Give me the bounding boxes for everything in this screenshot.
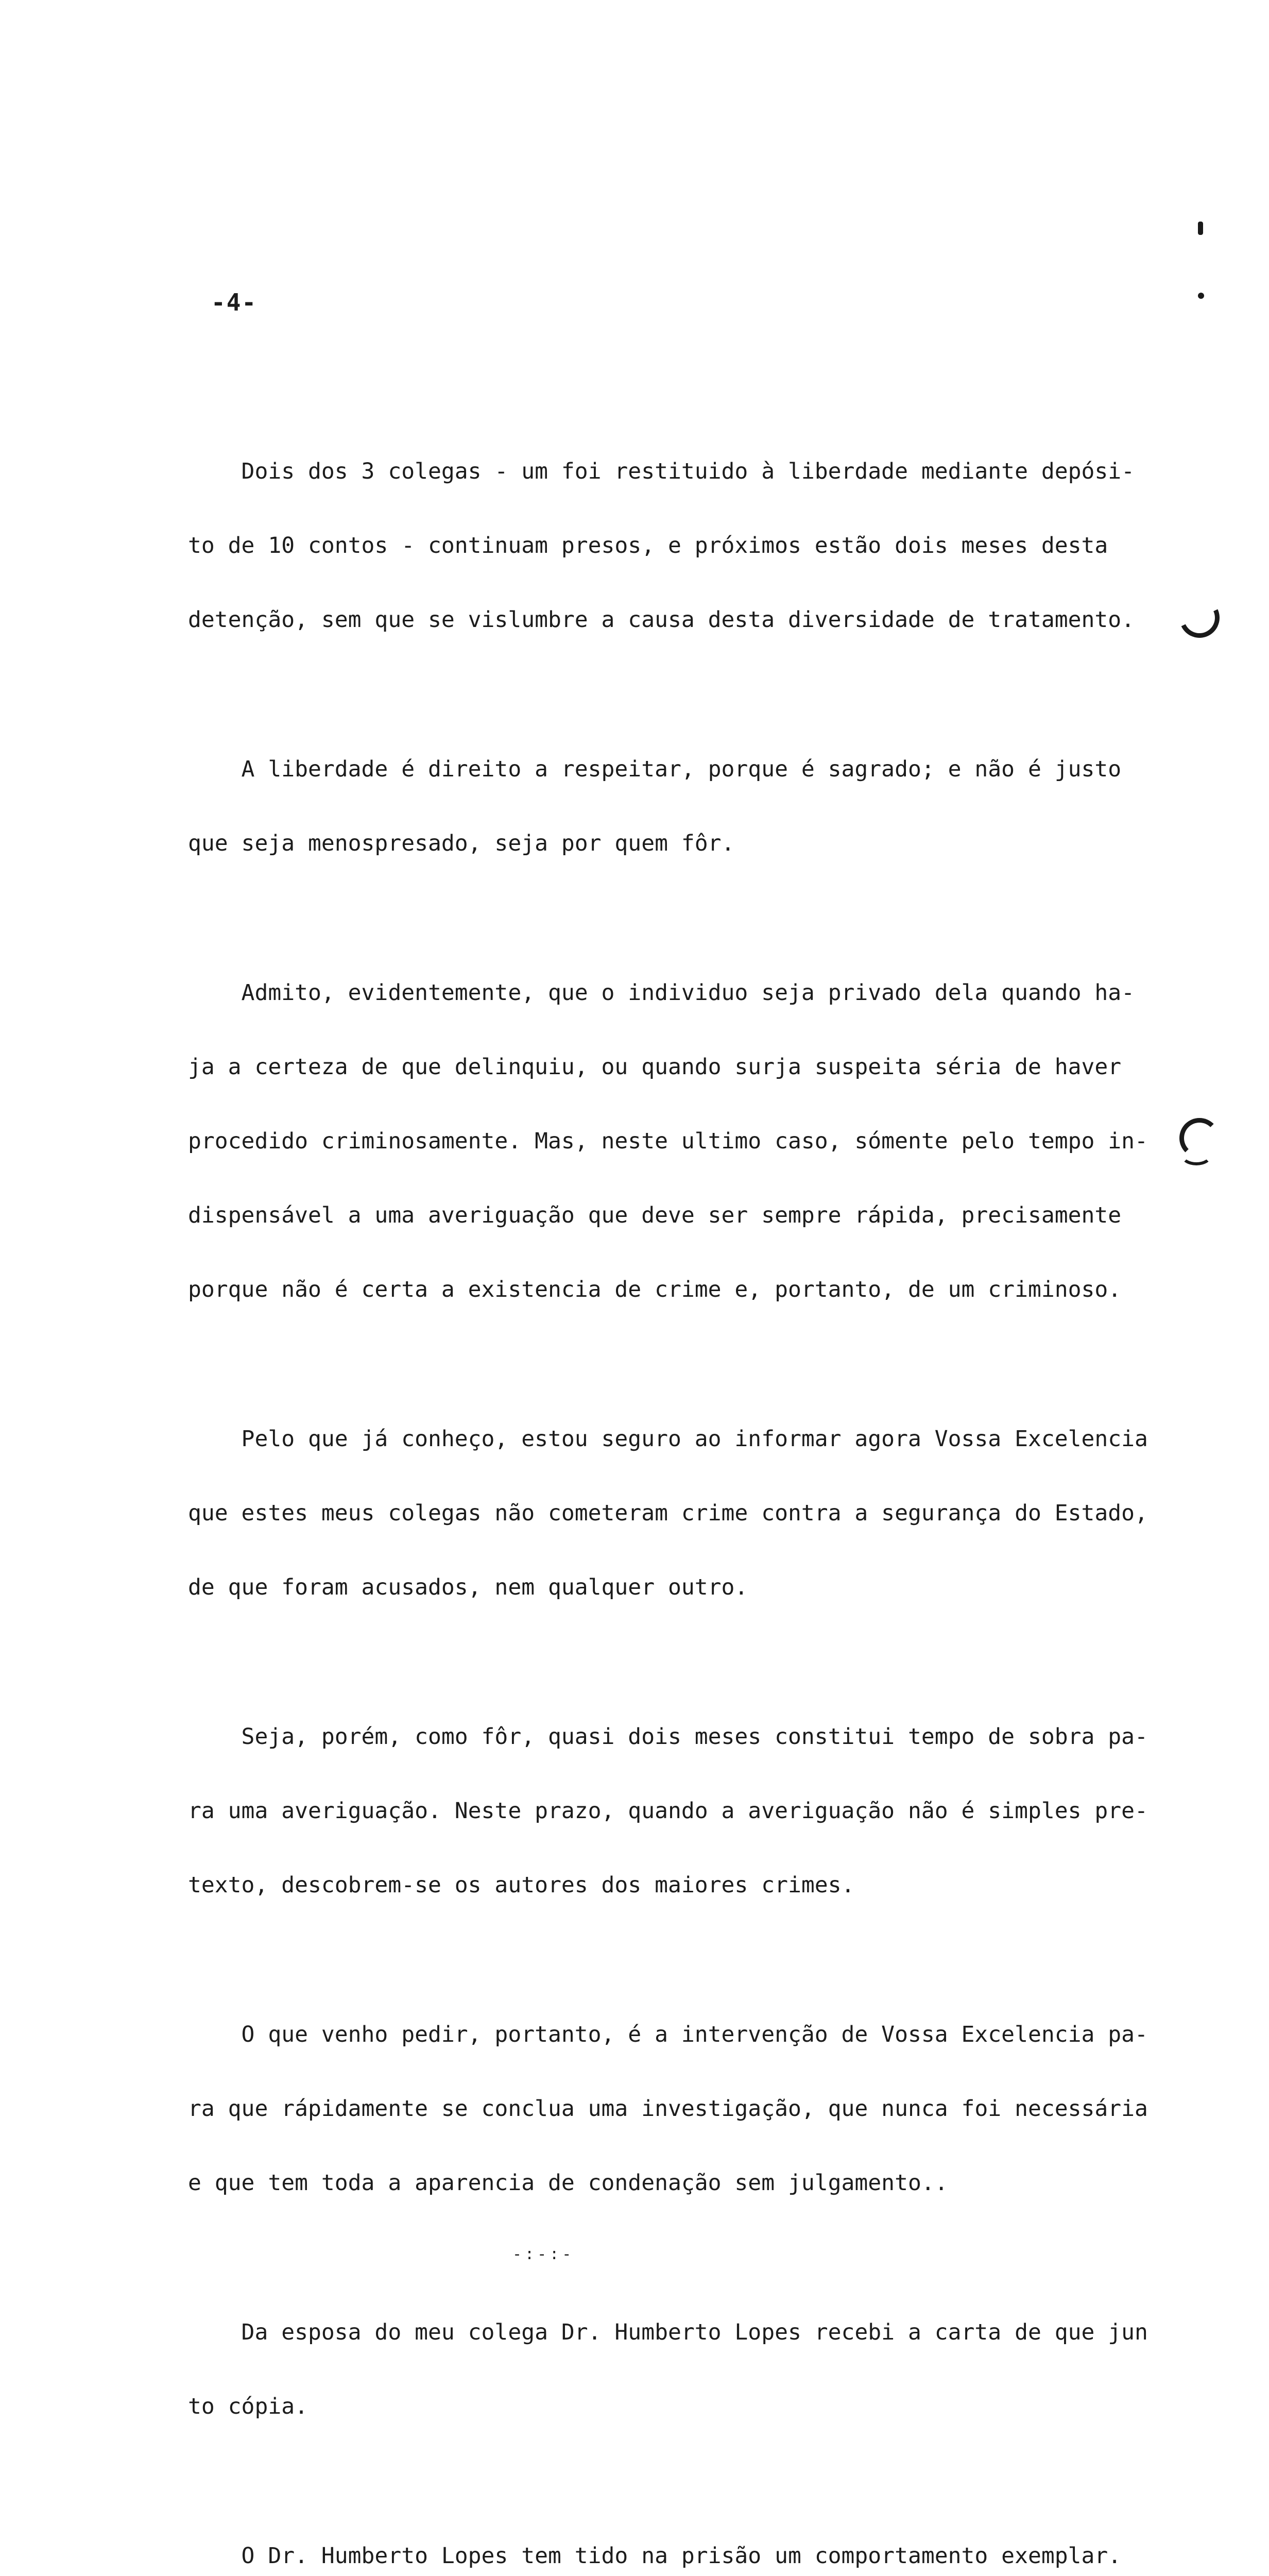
text-line: e que tem toda a aparencia de condenação sem julgamento.. <box>188 2170 948 2196</box>
text-line: Da esposa do meu colega Dr. Humberto Lopes recebi a carta de que jun <box>188 2319 1148 2345</box>
text-line: O Dr. Humberto Lopes tem tido na prisão um comportamento exemplar. <box>188 2543 1122 2569</box>
text-line: ja a certeza de que delinquiu, ou quando surja suspeita séria de haver <box>188 1054 1122 1080</box>
paragraph-6 <box>188 1973 1177 2245</box>
text-line: ra que rápidamente se conclua uma investigação, que nunca foi necessária <box>188 2096 1148 2122</box>
margin-arc-1 <box>1174 592 1225 643</box>
margin-mark-top <box>1198 222 1203 235</box>
page-number: -4- <box>211 289 258 316</box>
paragraph-5 <box>188 1675 1177 1947</box>
section-separator: -:-:- <box>512 2245 575 2263</box>
paragraph-2 <box>188 707 1177 905</box>
text-line: Admito, evidentemente, que o individuo seja privado dela quando ha- <box>188 980 1135 1006</box>
text-line: que estes meus colegas não cometeram crime contra a segurança do Estado, <box>188 1500 1148 1526</box>
text-line: to cópia. <box>188 2394 308 2419</box>
text-line: que seja menospresado, seja por quem fôr. <box>188 831 735 856</box>
text-line: procedido criminosamente. Mas, neste ultimo caso, sómente pelo tempo in- <box>188 1128 1148 1154</box>
letter-body <box>188 410 1177 2576</box>
paragraph-7 <box>188 2270 1177 2468</box>
text-line: O que venho pedir, portanto, é a intervenção de Vossa Excelencia pa- <box>188 2022 1148 2047</box>
text-line: Dois dos 3 colegas - um foi restituido à liberdade mediante depósi- <box>188 459 1135 484</box>
margin-arc-3 <box>1180 1144 1212 1165</box>
paragraph-3 <box>188 931 1177 1351</box>
text-line: Seja, porém, como fôr, quasi dois meses constitui tempo de sobra pa- <box>188 1724 1148 1750</box>
text-line: dispensável a uma averiguação que deve ser sempre rápida, precisamente <box>188 1202 1122 1228</box>
text-line: detenção, sem que se vislumbre a causa desta diversidade de tratamento. <box>188 607 1135 633</box>
text-line: to de 10 contos - continuam presos, e próximos estão dois meses desta <box>188 533 1108 558</box>
text-line: texto, descobrem-se os autores dos maiores crimes. <box>188 1872 855 1898</box>
text-line: de que foram acusados, nem qualquer outro. <box>188 1574 748 1600</box>
paragraph-8 <box>188 2494 1177 2576</box>
text-line: Pelo que já conheço, estou seguro ao informar agora Vossa Excelencia <box>188 1426 1148 1452</box>
text-line: A liberdade é direito a respeitar, porque é sagrado; e não é justo <box>188 756 1122 782</box>
paragraph-1 <box>188 410 1177 682</box>
text-line: porque não é certa a existencia de crime e, portanto, de um criminoso. <box>188 1277 1122 1302</box>
paragraph-4 <box>188 1377 1177 1649</box>
margin-dot <box>1198 293 1204 299</box>
text-line: ra uma averiguação. Neste prazo, quando a averiguação não é simples pre- <box>188 1798 1148 1824</box>
